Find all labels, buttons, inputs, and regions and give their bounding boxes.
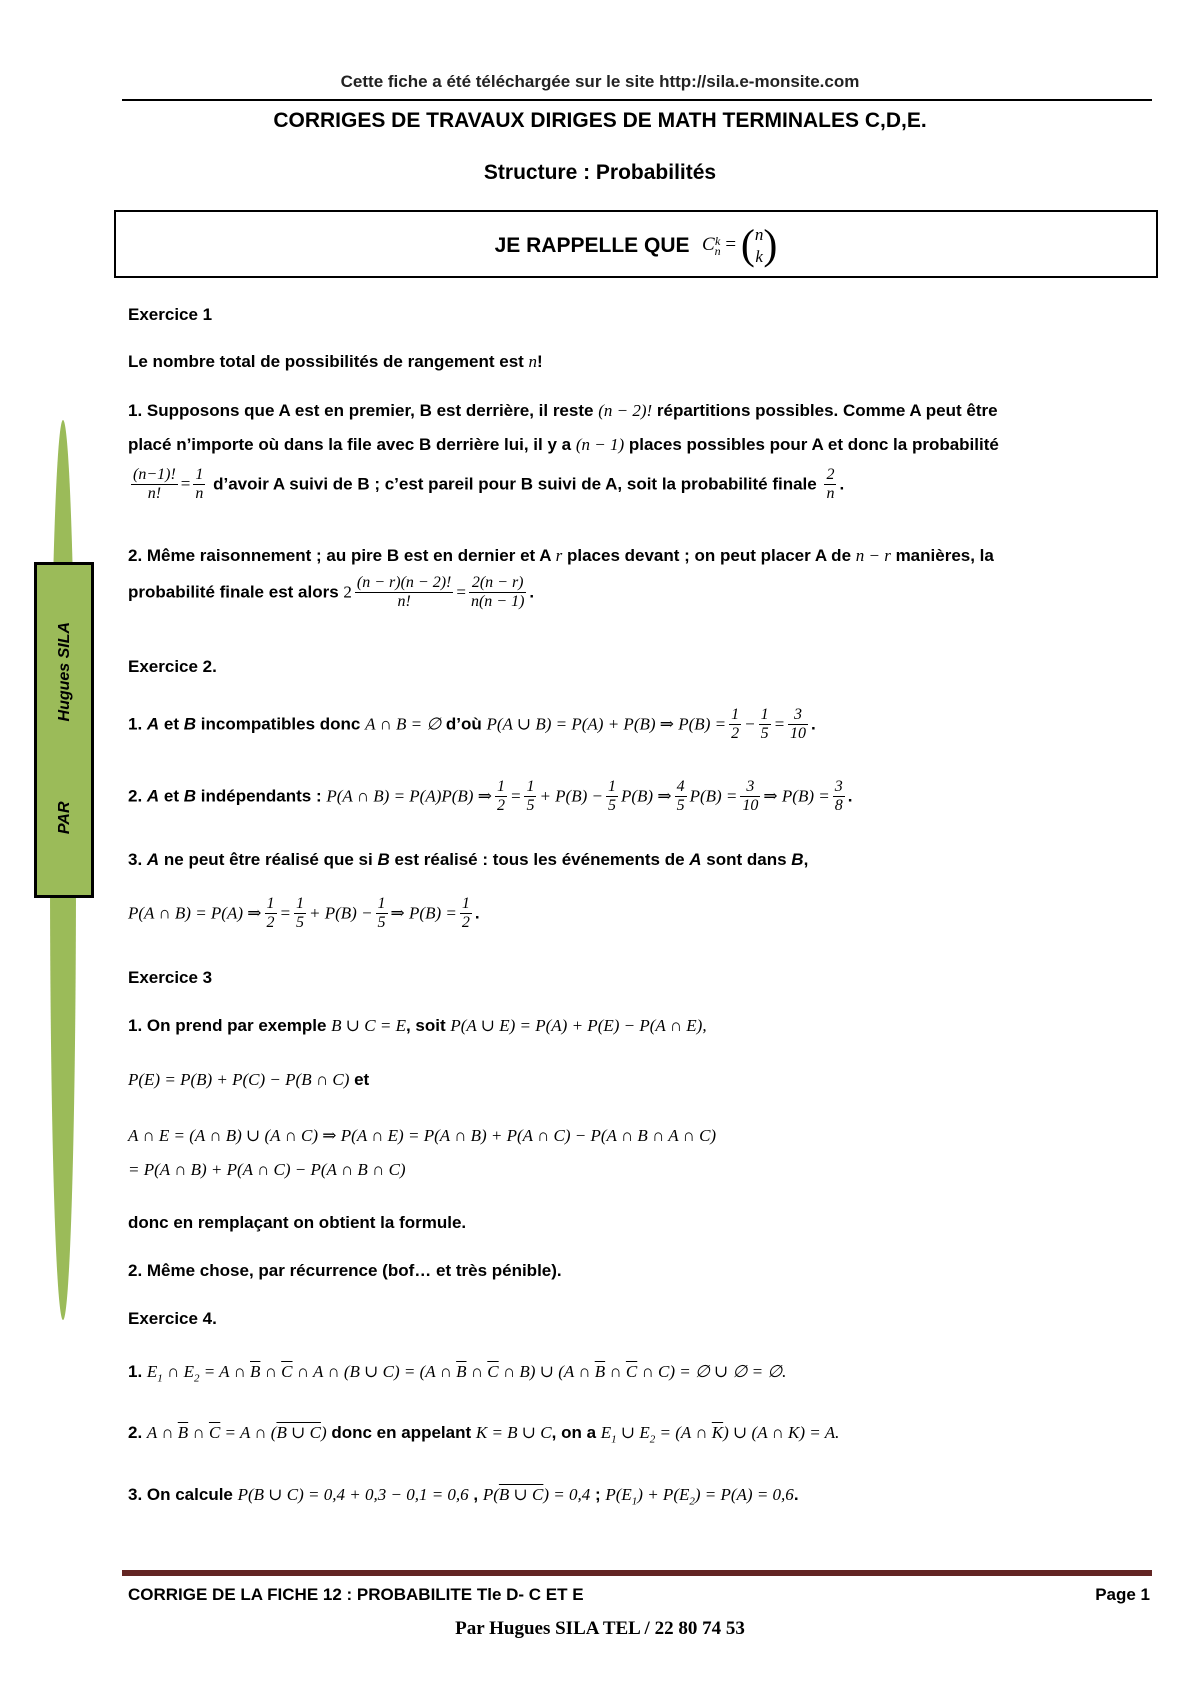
rappel-formula: C k n = ( n k )	[701, 223, 778, 269]
page-title: CORRIGES DE TRAVAUX DIRIGES DE MATH TERMINALES C,D,E.	[273, 109, 927, 132]
ex1-intro: Le nombre total de possibilités de rangement est n!	[128, 352, 543, 371]
footer-author: Par Hugues SILA TEL / 22 80 74 53	[455, 1618, 745, 1639]
footer-page: Page 1	[1095, 1585, 1150, 1604]
ex4-title: Exercice 4.	[128, 1309, 217, 1328]
ex4-line1: 1. $E_1$ ∩ $E_2 = A$ ∩ $\overline{B}$ ∩ $\overline{C}$ ∩ A ∩ (B ∪ C) = (A ∩ $\overline{B}$ ∩ $\overline{C}$ ∩ B) ∪ (A ∩ $\overline{B}$ ∩ $\overline{C}$ ∩ C) = ∅ ∪ ∅ = ∅.	[128, 1362, 787, 1385]
ex2-title: Exercice 2.	[128, 657, 217, 676]
ex3-line5: donc en remplaçant on obtient la formule.	[128, 1213, 467, 1232]
footer-rule	[122, 1570, 1152, 1576]
ex2-line1: 1. A et B incompatibles donc A ∩ B = ∅ d’où P(A ∪ B) = P(A) + P(B) ⇒ P(B) = $\frac{1}{2}$ − $\frac{1}{5}$ = $\frac{3}{10}$ .	[128, 706, 816, 742]
ex3-title: Exercice 3	[128, 968, 213, 987]
ex1-p2-line1: 2. Même raisonnement ; au pire B est en dernier et A r places devant ; on peut placer A de n − r manières, la	[128, 546, 994, 565]
site-note: Cette fiche a été téléchargée sur le site http://sila.e-monsite.com	[340, 72, 860, 91]
ex2-line4: P(A ∩ B) = P(A) ⇒ $\frac{1}{2}$ = $\frac{1}{5}$ + P(B) − $\frac{1}{5}$ ⇒ P(B) = $\frac{1}{2}$ .	[128, 895, 480, 931]
structure-title: Structure : Probabilités	[483, 161, 717, 184]
ex2-line2: 2. A et B indépendants : P(A ∩ B) = P(A)P(B) ⇒ $\frac{1}{2}$ = $\frac{1}{5}$ + P(B) − $\frac{1}{5}$ P(B) ⇒ $\frac{4}{5}$ P(B) = $\frac{3}{10}$ ⇒ P(B) = $\frac{3}{8}$ .	[128, 778, 853, 814]
rappel-label: JE RAPPELLE QUE	[494, 234, 690, 257]
ex3-line2: P(E) = P(B) + P(C) − P(B ∩ C) et	[128, 1070, 370, 1089]
rappel-box	[114, 210, 1158, 278]
ex3-line4: = P(A ∩ B) + P(A ∩ C) − P(A ∩ B ∩ C)	[128, 1160, 406, 1179]
ex1-p1-line1: 1. Supposons que A est en premier, B est derrière, il reste (n − 2)! répartitions possibles. Comme A peut être	[128, 401, 998, 420]
ex3-line3: A ∩ E = (A ∩ B) ∪ (A ∩ C) ⇒ P(A ∩ E) = P(A ∩ B) + P(A ∩ C) − P(A ∩ B ∩ A ∩ C)	[128, 1126, 717, 1145]
ex3-line6: 2. Même chose, par récurrence (bof… et très pénible).	[128, 1261, 562, 1280]
ex4-line3: 3. On calcule P(B ∪ C) = 0,4 + 0,3 − 0,1 = 0,6 , P(B ∪ C) = 0,4 ; $P(E_1) + P(E_2) = P(A) = 0,6$.	[128, 1485, 799, 1508]
author-name: Hugues SILA	[56, 621, 73, 722]
ex2-line3: 3. A ne peut être réalisé que si B est réalisé : tous les événements de A sont dans B,	[128, 850, 809, 869]
ex1-p2-line2: probabilité finale est alors 2 $\frac{(n - r)(n - 2)!}{n!}$ = $\frac{2(n - r)}{n(n - 1)}$ .	[128, 574, 535, 610]
par-label: PAR	[56, 801, 73, 835]
ex1-p1-line2: placé n’importe où dans la file avec B derrière lui, il y a (n − 1) places possibles pour A et donc la probabilité	[128, 435, 999, 454]
ex3-line1: 1. On prend par exemple B ∪ C = E, soit P(A ∪ E) = P(A) + P(E) − P(A ∩ E),	[128, 1016, 707, 1035]
ex4-line2: 2. A ∩ $\overline{B}$ ∩ $\overline{C} = A$ ∩ (B ∪ C) donc en appelant K = B ∪ C, on a $E_1$ ∪ $E_2 = (A$ ∩ $\overline{K}$) ∪ (A ∩ K) = A.	[128, 1423, 840, 1446]
author-box	[34, 562, 94, 898]
footer-left: CORRIGE DE LA FICHE 12 : PROBABILITE Tle D- C ET E	[128, 1585, 584, 1604]
ex1-title: Exercice 1	[128, 305, 213, 324]
header-rule	[122, 99, 1152, 101]
ex1-p1-line3: $\frac{(n-1)!}{n!}$ = $\frac{1}{n}$ d’avoir A suivi de B ; c’est pareil pour B suivi de A, soit la probabilité finale $\frac{2}{n}$ .	[133, 466, 845, 502]
